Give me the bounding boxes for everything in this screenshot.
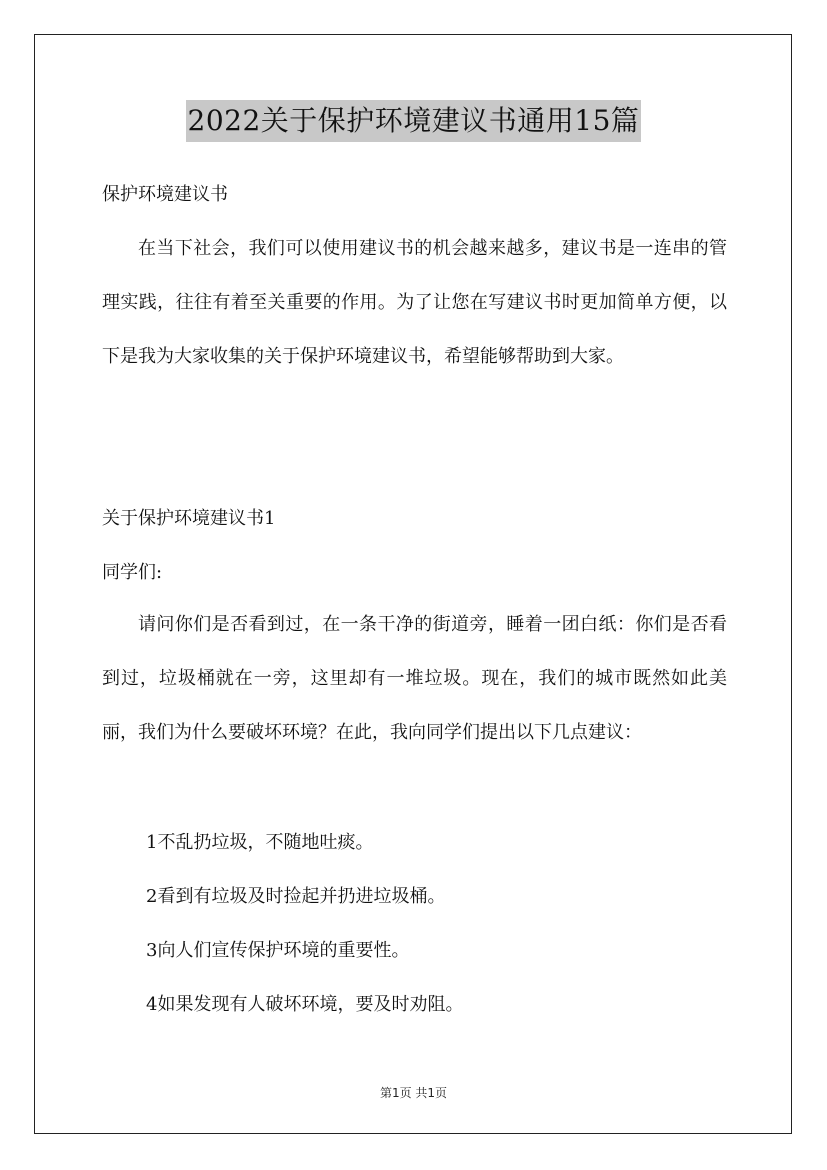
intro-paragraph: 在当下社会，我们可以使用建议书的机会越来越多，建议书是一连串的管理实践，往往有着至关重要的作用。为了让您在写建议书时更加简单方便，以下是我为大家收集的关于保护环境建议书，希望能够帮助到大家。 <box>102 238 727 367</box>
list-item: 4如果发现有人破坏环境，要及时劝阻。 <box>146 994 464 1015</box>
page-footer <box>0 1084 827 1101</box>
list-item: 2看到有垃圾及时捡起并扔进垃圾桶。 <box>146 886 446 907</box>
salutation: 同学们: <box>102 562 163 583</box>
list-item: 3向人们宣传保护环境的重要性。 <box>146 940 410 961</box>
section-title: 关于保护环境建议书1 <box>102 508 276 529</box>
page-number: 第1页 共1页 <box>379 1086 448 1100</box>
list-item: 1不乱扔垃圾，不随地吐痰。 <box>146 832 374 853</box>
subtitle: 保护环境建议书 <box>102 184 228 205</box>
title-block <box>0 100 827 142</box>
document-title: 2022关于保护环境建议书通用15篇 <box>186 100 642 142</box>
body-paragraph: 请问你们是否看到过，在一条干净的街道旁，睡着一团白纸：你们是否看到过，垃圾桶就在一旁，这里却有一堆垃圾。现在，我们的城市既然如此美丽，我们为什么要破坏环境？在此，我向同学们提出以下几点建议： <box>102 614 727 743</box>
